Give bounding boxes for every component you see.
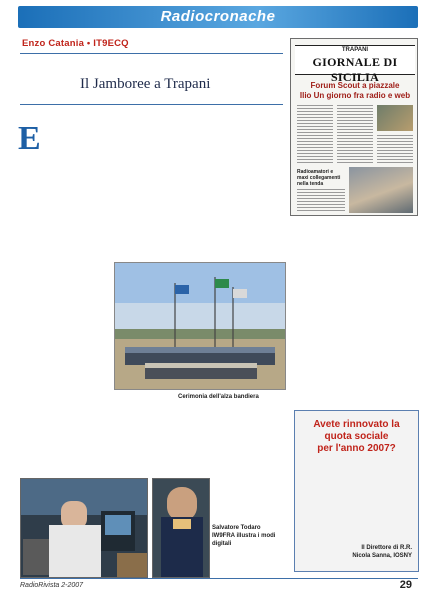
person-photo bbox=[152, 478, 210, 578]
promo-title: Avete rinnovato la quota sociale per l'anno 2007? bbox=[313, 419, 400, 454]
newspaper-name: GIORNALE DI SICILIA bbox=[312, 55, 398, 84]
drop-cap: E bbox=[18, 120, 41, 157]
section-band bbox=[18, 6, 418, 28]
newspaper-kicker: TRAPANI bbox=[341, 47, 369, 53]
body-column-2-top bbox=[135, 120, 280, 255]
author-rule bbox=[20, 53, 283, 54]
digital-photo-caption: Salvatore Todaro IW9FRA illustra i modi digitali bbox=[212, 525, 276, 547]
promo-signoff-role: Il Direttore di R.R. bbox=[361, 545, 412, 551]
footer-publication: RadioRivista 2-2007 bbox=[20, 582, 84, 589]
author-line: Enzo Catania • IT9ECQ bbox=[22, 38, 129, 49]
newspaper-photo bbox=[377, 105, 413, 131]
newspaper-clipping bbox=[290, 38, 418, 216]
newspaper-headline: Forum Scout a piazzale Ilio Un giorno fra radio e web bbox=[299, 81, 411, 100]
body-column-1-mid bbox=[20, 260, 128, 470]
newspaper-text-block bbox=[377, 135, 413, 163]
newspaper-text-block bbox=[297, 105, 333, 163]
section-title: Radiocronache bbox=[160, 8, 276, 25]
newspaper-inset-head: Radioamatori e maxi collegamenti nella tenda bbox=[297, 169, 341, 187]
page-number: 29 bbox=[399, 579, 412, 591]
title-rule bbox=[20, 104, 283, 105]
body-column-1-top bbox=[20, 120, 128, 255]
digital-modes-photo bbox=[20, 478, 148, 578]
promo-signoff-name: Nicola Sanna, IOSNY bbox=[352, 553, 412, 559]
flag-photo-caption: Cerimonia dell'alza bandiera bbox=[178, 394, 259, 400]
newspaper-text-block bbox=[297, 189, 345, 213]
flag-ceremony-photo bbox=[114, 262, 286, 390]
footer-rule bbox=[20, 578, 418, 579]
body-column-3-top bbox=[292, 222, 419, 400]
newspaper-masthead bbox=[295, 45, 415, 84]
article-title: Il Jamboree a Trapani bbox=[80, 76, 211, 92]
newspaper-photo bbox=[349, 167, 413, 213]
newspaper-text-block bbox=[337, 105, 373, 163]
membership-promo-box bbox=[294, 410, 419, 572]
